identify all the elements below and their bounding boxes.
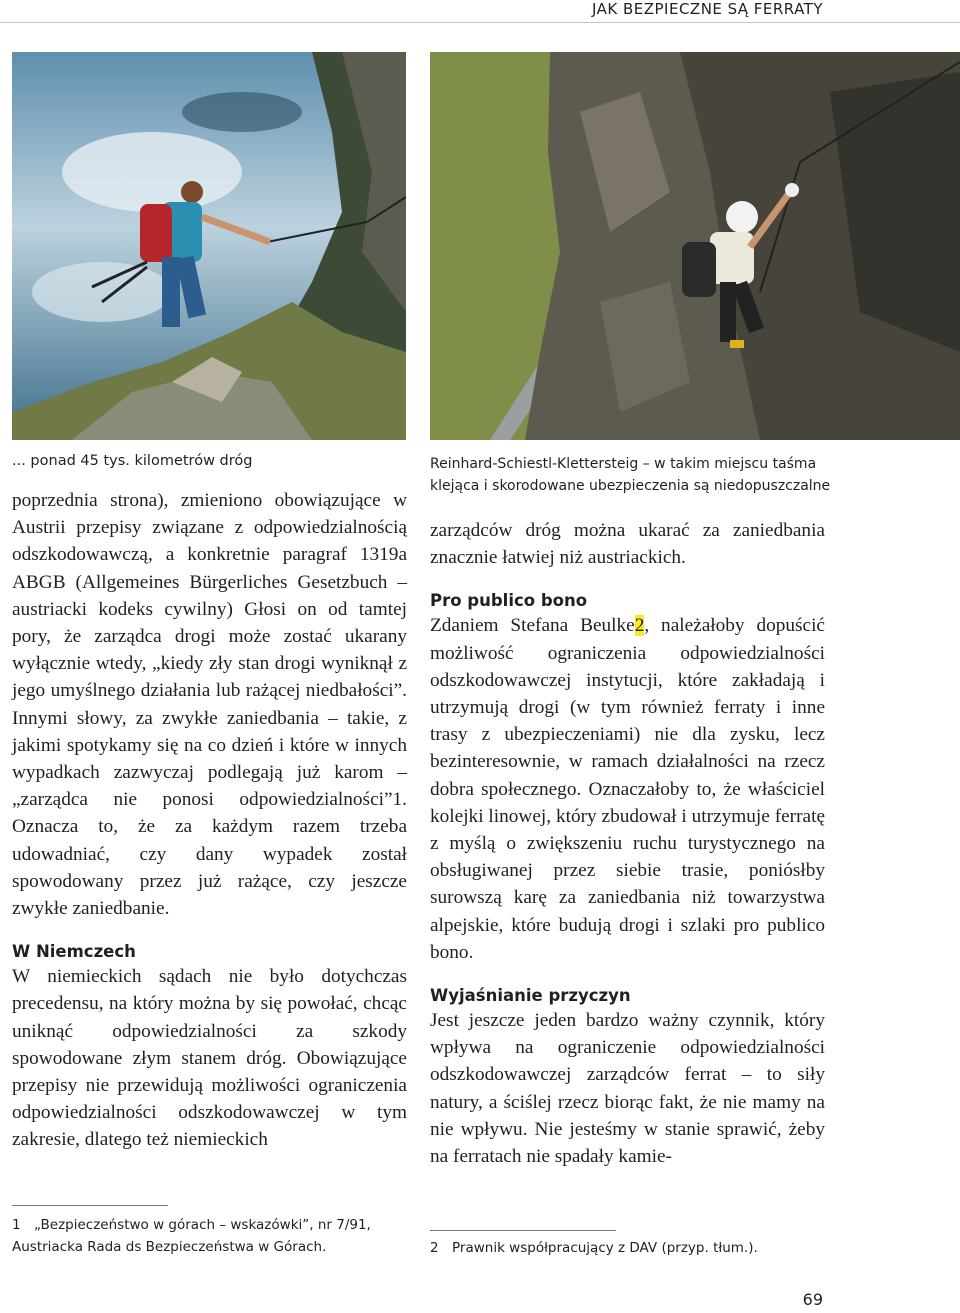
paragraph: W niemieckich sądach nie było dotychczas precedensu, na który można by się powołać, chcąc uniknąć odpowiedzialności za szkody spowodowane złym stanem dróg. Obowiązujące przepisy nie przewidują możliwości ograniczenia odpowiedzialności odszkodowawczej w tym zakresie, dlatego też niemieckich [12, 966, 407, 1151]
footnote-text: Prawnik współpracujący z DAV (przyp. tłum.). [452, 1240, 758, 1256]
paragraph: poprzednia strona), zmieniono obowiązujące w Austrii przepisy związane z odpowiedzialnością odszkodowawczą, a konkretnie paragraf 1319a ABGB (Allgemeines Bürgerliches Gesetzbuch – austriacki kodeks cywilny) Głosi on od tamtej pory, że zarządca drogi może zostać ukarany wyłącznie wtedy, „kiedy zły stan drogi wyniknął z jego umyślnego działania lub rażącej niedbałości”. Innymi słowy, za zwykłe zaniedbania – takie, z jakimi spotykamy się na co dzień i które w innych wypadkach zazwyczaj podlegają już karom – „zarządca nie ponosi odpowiedzialności”1. Oznacza to, że za każdym razem trzeba udowadniać, czy dany wypadek został spowodowany przez już rażące, czy jeszcze zwykłe zaniedbanie. [12, 490, 407, 920]
section-heading: W Niemczech [12, 942, 136, 962]
photo-caption-right: Reinhard-Schiestl-Klettersteig – w takim miejscu taśma klejąca i skorodowane ubezpieczenia są niedopuszczalne [430, 456, 831, 494]
section-heading: Wyjaśnianie przyczyn [430, 986, 631, 1006]
section-heading: Pro publico bono [430, 591, 588, 611]
footnote [430, 1237, 850, 1259]
text-column-left [12, 487, 407, 1154]
footnote-marker: 2 [634, 615, 645, 637]
footnote [12, 1214, 407, 1258]
footnote-rule [12, 1205, 168, 1206]
running-head [0, 0, 960, 23]
footnote-number: 1 [12, 1217, 21, 1233]
footnote-rule [430, 1230, 616, 1231]
hiker-photo [12, 52, 406, 440]
text-column-right [430, 517, 825, 1170]
text-span: , należałoby dopuścić możliwość ograniczenia odpowiedzialności odszkodowawczej instytucji, które zakładają i utrzymują drogi (w tym również ferraty i inne trasy z ubezpieczeniami) nie dla zysku, lecz bezinteresownie, w ramach działalności na rzecz dobra społecznego. Oznaczałoby to, że właściciel kolejki linowej, który zbudował i utrzymuje ferratę z myślą o zwiększeniu ruchu turystycznego na obsługiwanej przez siebie trasie, poniósłby surowszą karę za zaniedbania niż towarzystwa alpejskie, które budują drogi i szlaki pro publico bono. [430, 615, 825, 963]
paragraph: Jest jeszcze jeden bardzo ważny czynnik, który wpływa na ograniczenie odpowiedzialności odszkodowawczej zarządców ferrat – to siły natury, a ściślej rzecz biorąc fakt, że nie mamy na nie wpływu. Nie jesteśmy w stanie sprawić, żeby na ferratach nie spadały kamie- [430, 1010, 825, 1168]
photo-caption-left: ... ponad 45 tys. kilometrów dróg [12, 453, 253, 469]
paragraph: zarządców dróg można ukarać za zaniedbania znacznie łatwiej niż austriackich. [430, 520, 825, 569]
climber-photo [430, 52, 960, 440]
running-head-title: JAK BEZPIECZNE SĄ FERRATY [591, 0, 823, 18]
text-span: Zdaniem Stefana Beulke [430, 615, 635, 637]
footnote-text: „Bezpieczeństwo w górach – wskazówki”, nr 7/91, Austriacka Rada ds Bezpieczeństwa w Górach. [12, 1217, 371, 1255]
page-number: 69 [802, 1290, 823, 1309]
footnote-number: 2 [430, 1240, 439, 1256]
paragraph [430, 612, 825, 966]
